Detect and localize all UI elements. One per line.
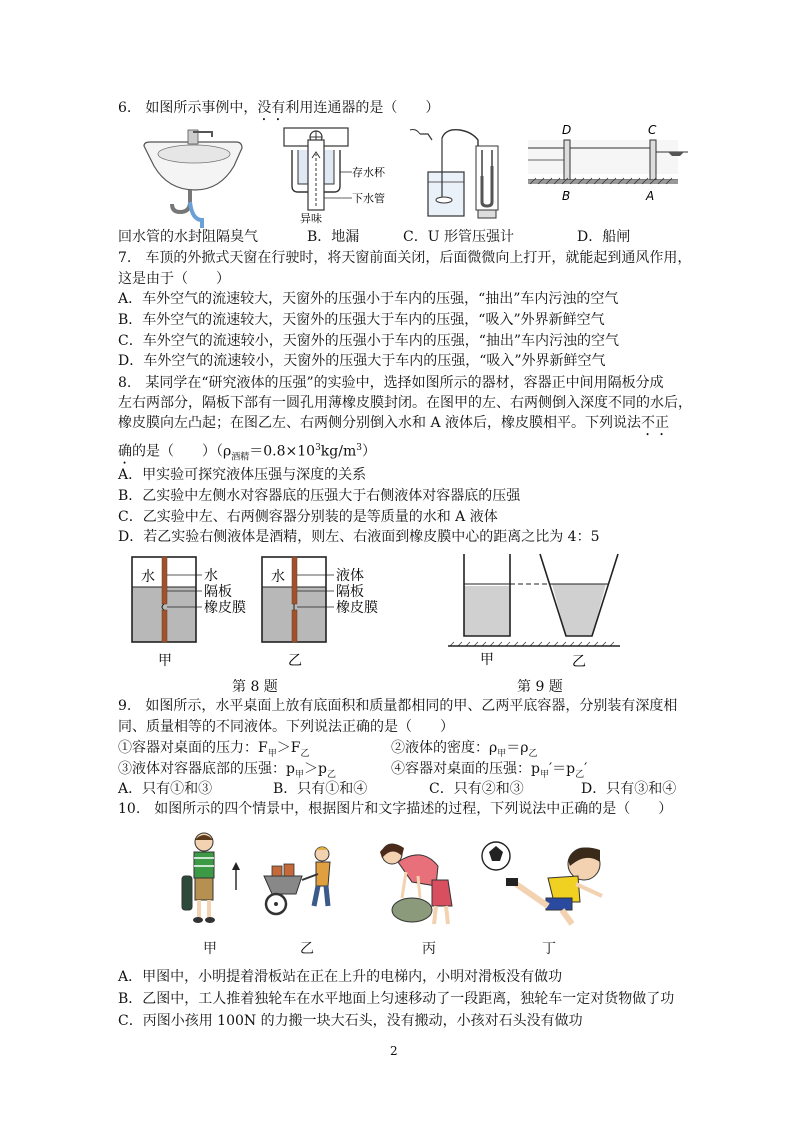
q8-option-d: D．若乙实验右侧液体是酒精，则左、右液面到橡皮膜中心的距离之比为 4：5 (118, 529, 600, 545)
drain-label-pipe: 下水管 (352, 192, 385, 205)
q6-option-a: 回水管的水封阻隔臭气 (118, 229, 258, 245)
q8-unit-sup: 3 (356, 443, 362, 453)
ship-lock-figure (528, 122, 688, 206)
q9-s3-sub2: 乙 (326, 769, 336, 780)
q10-figure-ding-soccer-icon (476, 836, 616, 932)
q9-caption: 第 9 题 (517, 679, 563, 695)
q8-option-a: A．甲实验可探究液体压强与深度的关系 (118, 467, 367, 483)
q9-s2-sub1: 甲 (497, 748, 507, 759)
q7-stem-line-1: 7. 车顶的外掀式天窗在行驶时，将天窗前面关闭，后面微微向上打开，就能起到通风作用， (118, 250, 692, 266)
q7-option-d: D．车外空气的流速较小，天窗外的压强大于车内的压强，“吸入”外界新鲜空气 (118, 353, 606, 369)
q7-option-b: B．车外空气的流速较大，天窗外的压强大于车内的压强，“吸入”外界新鲜空气 (118, 312, 605, 328)
q9-s4-mid: ′＝p (548, 761, 576, 777)
u-tube-figure (406, 126, 506, 226)
q6-stem (118, 99, 439, 124)
q9-s2-mid: ＝ρ (506, 740, 529, 756)
q8-stem-line-2: 左右两部分，隔板下部有一圆孔用薄橡皮膜封闭。在图甲的左、右两侧倒入深度不同的水后， (118, 395, 692, 411)
q9-s1-a: ①容器对桌面的压力：F (118, 740, 268, 756)
q8-stem-line-4-c: ＝0.8×10 (249, 443, 316, 460)
q8-jia-label: 甲 (158, 653, 172, 669)
lock-label-d: D (562, 123, 572, 137)
q8-stem-line-3 (118, 414, 669, 439)
q10-label-yi: 乙 (300, 941, 314, 957)
q10-figure-bing-girl-icon (372, 836, 462, 932)
q10-figure-jia-boy-icon (180, 830, 250, 930)
q9-figure-label-yi: 乙 (572, 654, 586, 670)
q9-s1-mid: ＞F (276, 740, 301, 756)
q8-density-sub: 酒精 (231, 452, 250, 463)
q7-option-c: C．车外空气的流速较小，天窗外的压强小于车内的压强，“抽出”车内污浊的空气 (118, 333, 620, 349)
q8-jia-board-label: 隔板 (204, 584, 232, 600)
drain-label-cup: 存水杯 (352, 166, 385, 179)
q8-yi-board-label: 隔板 (336, 584, 364, 600)
q8-option-b: B．乙实验中左侧水对容器底的压强大于右侧液体对容器底的压强 (118, 488, 521, 504)
q10-label-ding: 丁 (542, 941, 556, 957)
q8-stem-emphasis-1: 不正 (641, 415, 670, 431)
q9-option-d: D．只有③和④ (581, 781, 677, 797)
q8-stem-line-1: 8. 某同学在“研究液体的压强”的实验中，选择如图所示的器材，容器正中间用隔板分成 (118, 375, 664, 391)
q8-jia-left-label: 水 (141, 569, 155, 585)
q9-s3-mid: ＞p (303, 761, 327, 777)
q8-stem-line-4 (118, 439, 376, 468)
q8-yi-label: 乙 (288, 653, 302, 669)
q9-s4-sub1: 甲 (539, 769, 549, 780)
lock-label-c: C (648, 123, 657, 137)
q10-stem: 10. 如图所示的四个情景中，根据图片和文字描述的过程，下列说法中正确的是（ ） (118, 801, 673, 817)
q9-s2-sub2: 乙 (528, 748, 538, 759)
q6-option-c: C．U 形管压强计 (403, 229, 514, 245)
q7-stem-line-2: 这是由于（ ） (118, 271, 230, 287)
q10-label-jia: 甲 (203, 941, 217, 957)
q9-option-b: B．只有①和④ (273, 781, 368, 797)
q8-figure-yi (256, 551, 386, 671)
q6-option-d: D．船闸 (577, 229, 631, 245)
q10-label-bing: 丙 (422, 941, 436, 957)
q10-option-a: A．甲图中，小明提着滑板站在正在上升的电梯内，小明对滑板没有做功 (118, 969, 563, 985)
q8-option-c: C．乙实验中左、右两侧容器分别装的是等质量的水和 A 液体 (118, 509, 498, 525)
q9-s2-a: ②液体的密度：ρ (391, 740, 498, 756)
q8-exp-sup: 3 (315, 443, 321, 453)
q8-figure-jia (126, 551, 246, 671)
lock-label-a: A (646, 189, 655, 203)
q8-yi-left-label: 水 (271, 569, 285, 585)
lock-label-b: B (562, 189, 571, 203)
q8-yi-membrane-label: 橡皮膜 (336, 600, 378, 616)
floor-drain-figure (278, 126, 388, 226)
q9-option-c: C．只有②和③ (429, 781, 524, 797)
drain-label-smell: 异味 (300, 212, 322, 225)
q9-option-a: A．只有①和③ (118, 781, 213, 797)
q9-s1-sub1: 甲 (267, 748, 277, 759)
q8-stem-line-4-d: kg/m (320, 443, 357, 460)
q8-jia-membrane-label: 橡皮膜 (204, 600, 246, 616)
page-number: 2 (390, 1044, 398, 1058)
q9-s3-a: ③液体对容器底部的压强：p (118, 761, 295, 777)
q9-s4-a: ④容器对桌面的压强：p (391, 761, 540, 777)
q8-caption: 第 8 题 (232, 679, 278, 695)
q8-stem-emphasis-2: 确 (118, 443, 132, 460)
q6-stem-emphasis: 没有 (257, 100, 286, 116)
q6-option-b: B．地漏 (307, 229, 360, 245)
q8-stem-line-4-b: 的是（ ）（ρ (132, 443, 232, 460)
q9-figure-label-jia: 甲 (480, 652, 494, 668)
q6-stem-a: 6. 如图所示事例中， (118, 100, 258, 116)
q10-option-b: B．乙图中，工人推着独轮车在水平地面上匀速移动了一段距离，独轮车一定对货物做了功 (118, 991, 675, 1007)
q8-stem-line-3-a: 橡皮膜向左凸起；在图乙左、右两侧分别倒入水和 A 液体后，橡皮膜相平。下列说法 (118, 415, 642, 431)
q7-option-a: A．车外空气的流速较大，天窗外的压强小于车内的压强，“抽出”车内污浊的空气 (118, 291, 619, 307)
q9-s4-sub2: 乙 (575, 769, 585, 780)
q9-s1-sub2: 乙 (300, 748, 310, 759)
q9-figure (444, 550, 624, 676)
q6-stem-b: 利用连通器的是（ ） (285, 100, 440, 116)
q8-stem-line-4-e: ） (361, 443, 376, 460)
q8-yi-right-label: 液体 (336, 568, 364, 584)
q9-s4-end: ′ (584, 761, 588, 777)
sink-figure (140, 128, 250, 228)
q10-figure-yi-wheelbarrow-icon (258, 842, 348, 932)
q8-jia-right-label: 水 (204, 568, 218, 584)
q9-stem-line-2: 同、质量相等的不同液体。下列说法正确的是（ ） (118, 719, 454, 735)
q10-option-c: C．丙图小孩用 100N 的力搬一块大石头，没有搬动，小孩对石头没有做功 (118, 1013, 583, 1029)
q9-s3-sub1: 甲 (294, 769, 304, 780)
q9-stem-line-1: 9. 如图所示，水平桌面上放有底面积和质量都相同的甲、乙两平底容器，分别装有深度相 (118, 698, 678, 714)
